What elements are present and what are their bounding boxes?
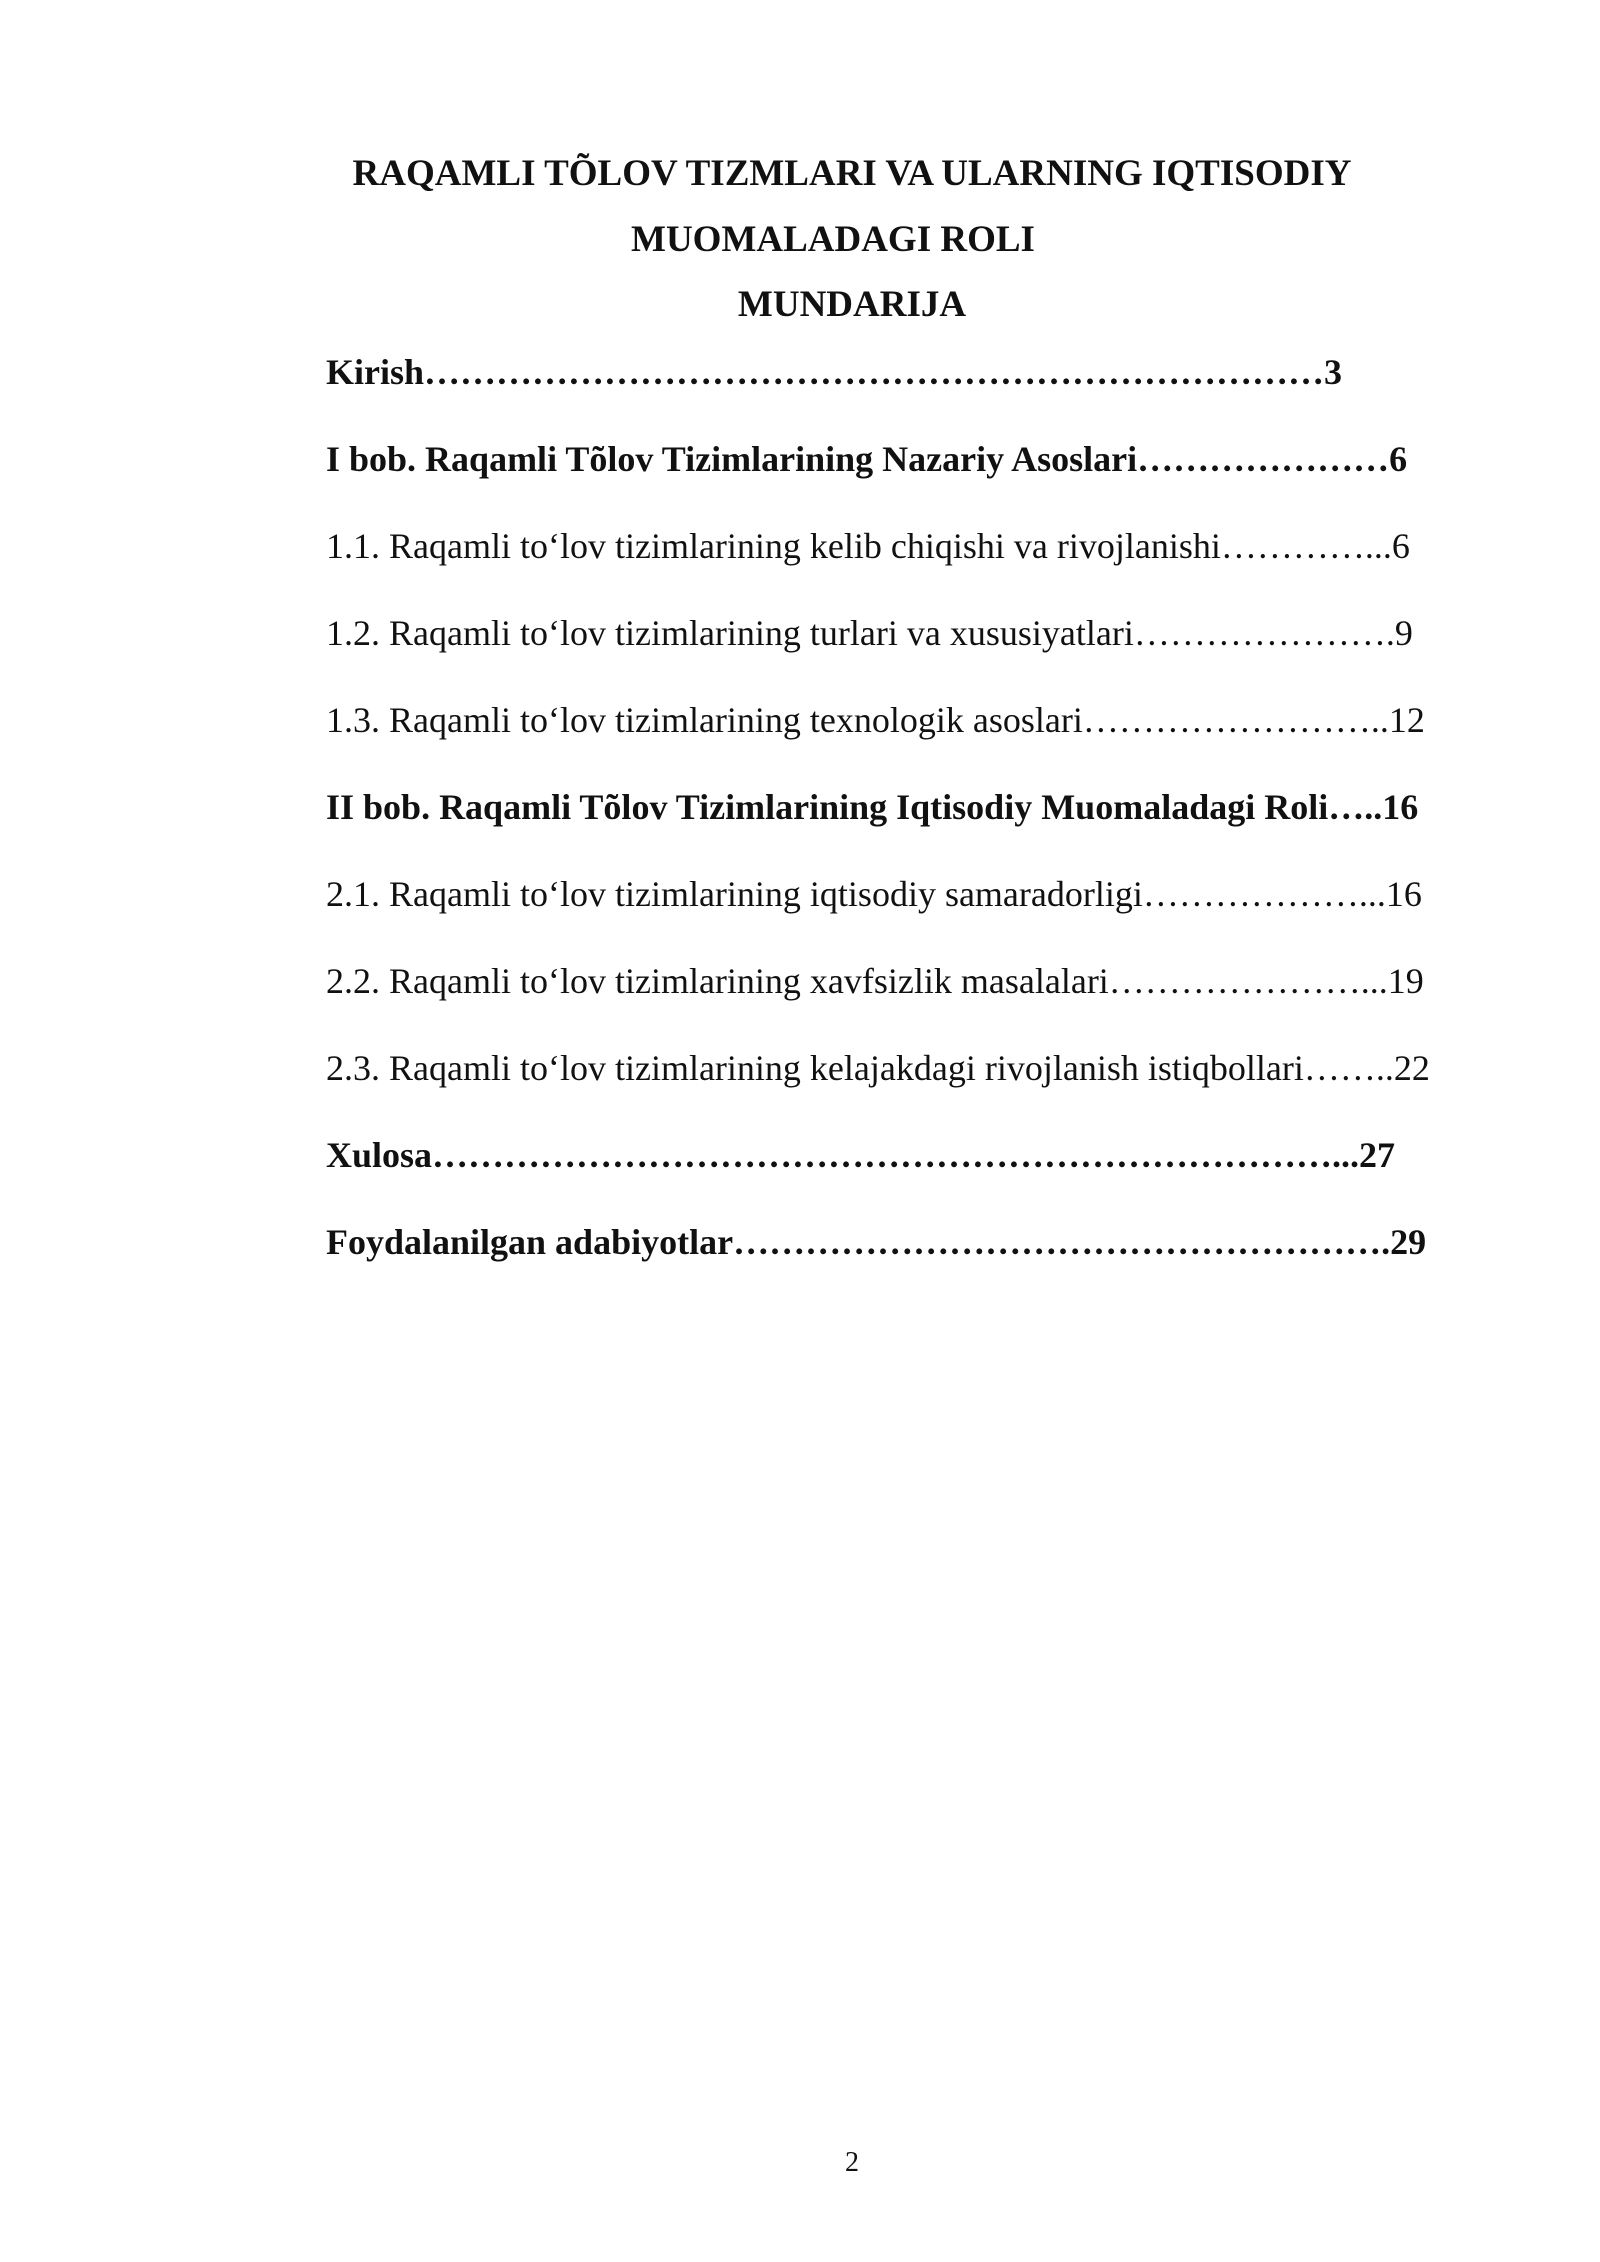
toc-entry-section-1-2[interactable] <box>326 611 1413 655</box>
toc-entry-xulosa[interactable] <box>326 1133 1395 1177</box>
toc-entry-section-2-2[interactable] <box>326 959 1424 1003</box>
document-title-line-2: MUOMALADAGI ROLI <box>631 219 1035 260</box>
toc-entry-link[interactable]: 2.3. Raqamli to‘lov tizimlarining kelajakdagi rivojlanish istiqbollari……..22 <box>326 1048 1430 1088</box>
toc-entry-link[interactable]: I bob. Raqamli Tõlov Tizimlarining Nazariy Asoslari…………………6 <box>326 439 1408 479</box>
toc-entry-link[interactable]: Xulosa…………………………………………………………………...27 <box>326 1135 1396 1175</box>
toc-entry-link[interactable]: Kirish…………………………………………………………………3 <box>326 352 1343 392</box>
toc-entry-link[interactable]: 1.3. Raqamli to‘lov tizimlarining texnologik asoslari……………………..12 <box>326 700 1425 740</box>
toc-entry-link[interactable]: Foydalanilgan adabiyotlar……………………………………………….29 <box>326 1222 1427 1262</box>
toc-entry-chapter-1[interactable] <box>326 437 1407 481</box>
toc-entry-link[interactable]: II bob. Raqamli Tõlov Tizimlarining Iqtisodiy Muomaladagi Roli…..16 <box>326 787 1419 827</box>
table-of-contents-heading: MUNDARIJA <box>737 284 967 325</box>
toc-entry-link[interactable]: 2.2. Raqamli to‘lov tizimlarining xavfsizlik masalalari…………………...19 <box>326 961 1424 1001</box>
toc-entry-link[interactable]: 1.2. Raqamli to‘lov tizimlarining turlari va xususiyatlari………………….9 <box>326 613 1413 653</box>
page-number: 2 <box>845 2147 859 2178</box>
toc-entry-link[interactable]: 2.1. Raqamli to‘lov tizimlarining iqtisodiy samaradorligi………………...16 <box>326 874 1422 914</box>
toc-entry-section-2-3[interactable] <box>326 1046 1430 1090</box>
toc-entry-kirish[interactable] <box>326 350 1342 394</box>
toc-entry-section-2-1[interactable] <box>326 872 1422 916</box>
toc-entry-link[interactable]: 1.1. Raqamli to‘lov tizimlarining kelib chiqishi va rivojlanishi…………...6 <box>326 526 1410 566</box>
toc-entry-chapter-2[interactable] <box>326 785 1418 829</box>
toc-entry-section-1-1[interactable] <box>326 524 1410 568</box>
toc-entry-section-1-3[interactable] <box>326 698 1425 742</box>
toc-entry-references[interactable] <box>326 1220 1426 1264</box>
document-title-line-1: RAQAMLI TÕLOV TIZMLARI VA ULARNING IQTISODIY <box>352 153 1352 194</box>
